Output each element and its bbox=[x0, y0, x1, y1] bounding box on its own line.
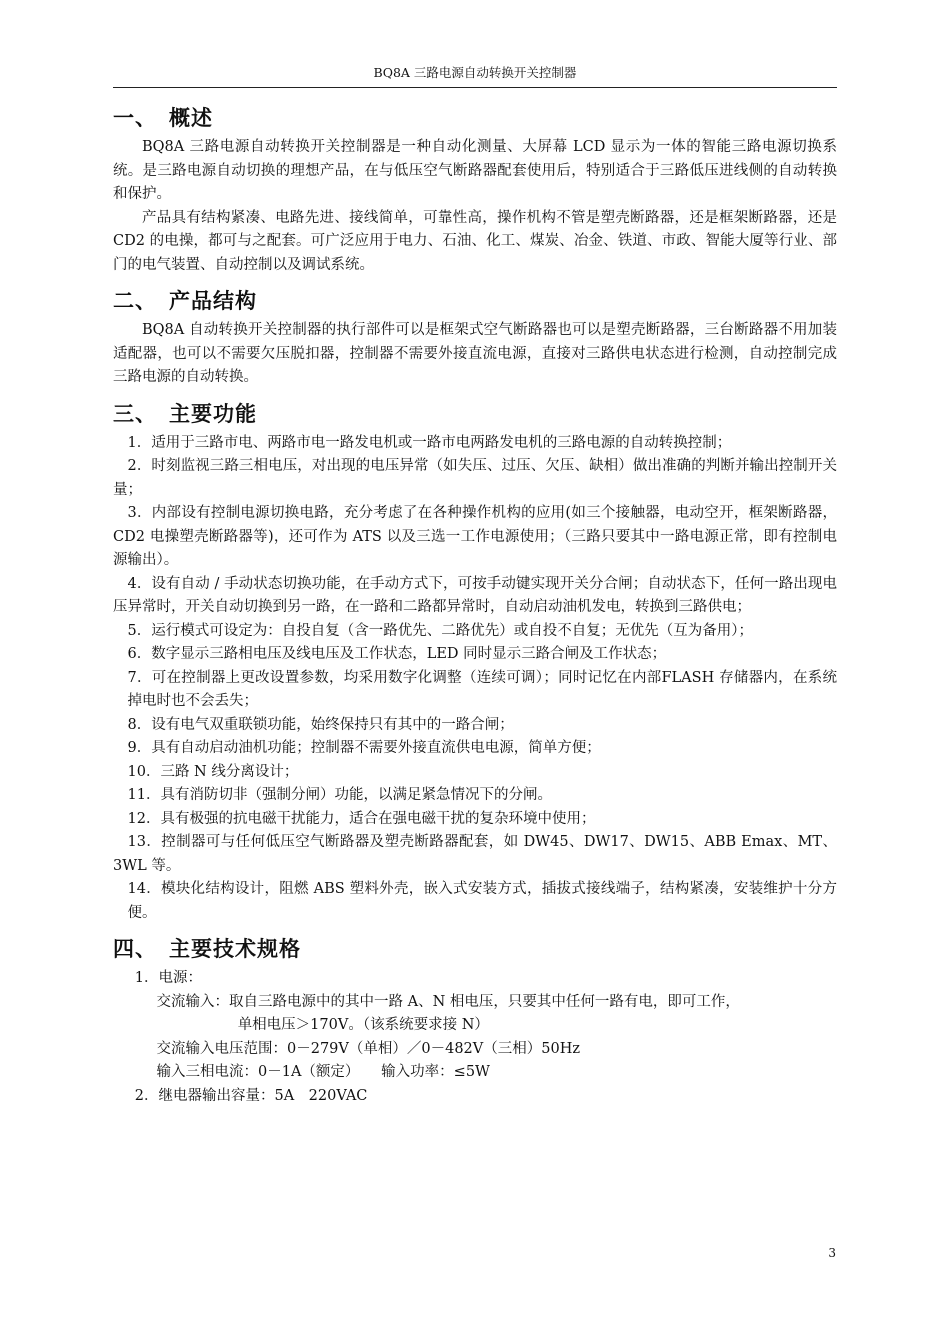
function-item: 9．具有自动启动油机功能；控制器不需要外接直流供电电源，简单方便； bbox=[127, 740, 601, 756]
document-body bbox=[113, 98, 837, 1108]
function-item: 1．适用于三路市电、两路市电一路发电机或一路市电两路发电机的三路电源的自动转换控制； bbox=[127, 434, 732, 451]
function-item: 11．具有消防切非（强制分闸）功能，以满足紧急情况下的分闸。 bbox=[127, 787, 552, 803]
spec-voltage-range: 交流输入电压范围：0－279V（单相）／0－482V（三相）50Hz bbox=[156, 1040, 580, 1057]
section-heading-functions bbox=[113, 400, 837, 428]
overview-paragraph-1: BQ8A 三路电源自动转换开关控制器是一种自动化测量、大屏幕 LCD 显示为一体的智能三路电源切换系统。是三路电源自动切换的理想产品，在与低压空气断路器配套使用后，特别适合于三路低压进线侧的自动转换和保护。 bbox=[113, 139, 837, 202]
function-item: 3．内部设有控制电源切换电路，充分考虑了在各种操作机构的应用(如三个接触器，电动空开，框架断路器，CD2 电操塑壳断路器等)，还可作为 ATS 以及三选一工作电源使用；（三路只要其中一路电源正常，即有控制电源输出）。 bbox=[113, 505, 837, 568]
spec-current-power: 输入三相电流：0－1A（额定） 输入功率：≤5W bbox=[156, 1064, 490, 1080]
function-item: 6．数字显示三路相电压及线电压及工作状态，LED 同时显示三路合闸及工作状态； bbox=[127, 646, 667, 662]
spec-power-label: 1．电源： bbox=[134, 970, 202, 986]
page-number: 3 bbox=[828, 1246, 836, 1260]
header-title: BQ8A 三路电源自动转换开关控制器 bbox=[373, 65, 577, 80]
function-item: 8．设有电气双重联锁功能，始终保持只有其中的一路合闸； bbox=[127, 716, 514, 733]
section-title: 主要技术规格 bbox=[169, 937, 301, 961]
function-item: 7．可在控制器上更改设置参数，均采用数字化调整（连续可调）；同时记忆在内部FLASH 存储器内，在系统掉电时也不会丢失； bbox=[127, 669, 837, 709]
function-item: 4．设有自动 / 手动状态切换功能，在手动方式下，可按手动键实现开关分合闸；自动状态下，任何一路出现电压异常时，开关自动切换到另一路，在一路和二路都异常时，自动启动油机发电，转换到三路供电； bbox=[113, 575, 837, 615]
function-item: 10．三路 N 线分离设计； bbox=[127, 763, 299, 780]
overview-paragraph-2: 产品具有结构紧凑、电路先进、接线简单，可靠性高，操作机构不管是塑壳断路器，还是框架断路器，还是 CD2 的电操，都可与之配套。可广泛应用于电力、石油、化工、煤炭、冶金、铁道、市政、智能大厦等行业、部门的电气装置、自动控制以及调试系统。 bbox=[113, 209, 837, 273]
spec-ac-input-line-1: 交流输入：取自三路电源中的其中一路 A、N 相电压，只要其中任何一路有电，即可工作， bbox=[156, 993, 740, 1010]
section-number: 二、 bbox=[113, 289, 157, 313]
function-item: 14．模块化结构设计，阻燃 ABS 塑料外壳，嵌入式安装方式，插拔式接线端子，结构紧凑，安装维护十分方便。 bbox=[127, 881, 837, 921]
section-number: 四、 bbox=[113, 937, 157, 961]
function-item: 12．具有极强的抗电磁干扰能力，适合在强电磁干扰的复杂环境中使用； bbox=[127, 810, 596, 827]
spec-ac-input-line-2: 单相电压＞170V。（该系统要求接 N） bbox=[237, 1017, 489, 1033]
structure-paragraph: BQ8A 自动转换开关控制器的执行部件可以是框架式空气断路器也可以是塑壳断路器，三台断路器不用加装适配器，也可以不需要欠压脱扣器，控制器不需要外接直流电源，直接对三路供电状态进行检测，自动控制完成三路电源的自动转换。 bbox=[113, 322, 837, 385]
section-number: 一、 bbox=[113, 106, 157, 130]
section-title: 主要功能 bbox=[169, 401, 257, 426]
function-item: 13．控制器可与任何低压空气断路器及塑壳断路器配套，如 DW45、DW17、DW15、ABB Emax、MT、3WL 等。 bbox=[113, 834, 837, 874]
function-item: 2．时刻监视三路三相电压，对出现的电压异常（如失压、过压、欠压、缺相）做出准确的判断并输出控制开关量； bbox=[113, 458, 837, 498]
spec-relay-output: 2．继电器输出容量：5A 220VAC bbox=[134, 1087, 368, 1104]
section-title: 概述 bbox=[169, 106, 213, 130]
section-number: 三、 bbox=[113, 401, 157, 426]
section-heading-overview bbox=[113, 104, 837, 132]
section-heading-structure bbox=[113, 287, 837, 315]
function-item: 5．运行模式可设定为：自投自复（含一路优先、二路优先）或自投不自复；无优先（互为备用）； bbox=[127, 622, 753, 639]
section-title: 产品结构 bbox=[169, 289, 257, 313]
section-heading-specs bbox=[113, 935, 837, 963]
page-header bbox=[113, 64, 837, 88]
